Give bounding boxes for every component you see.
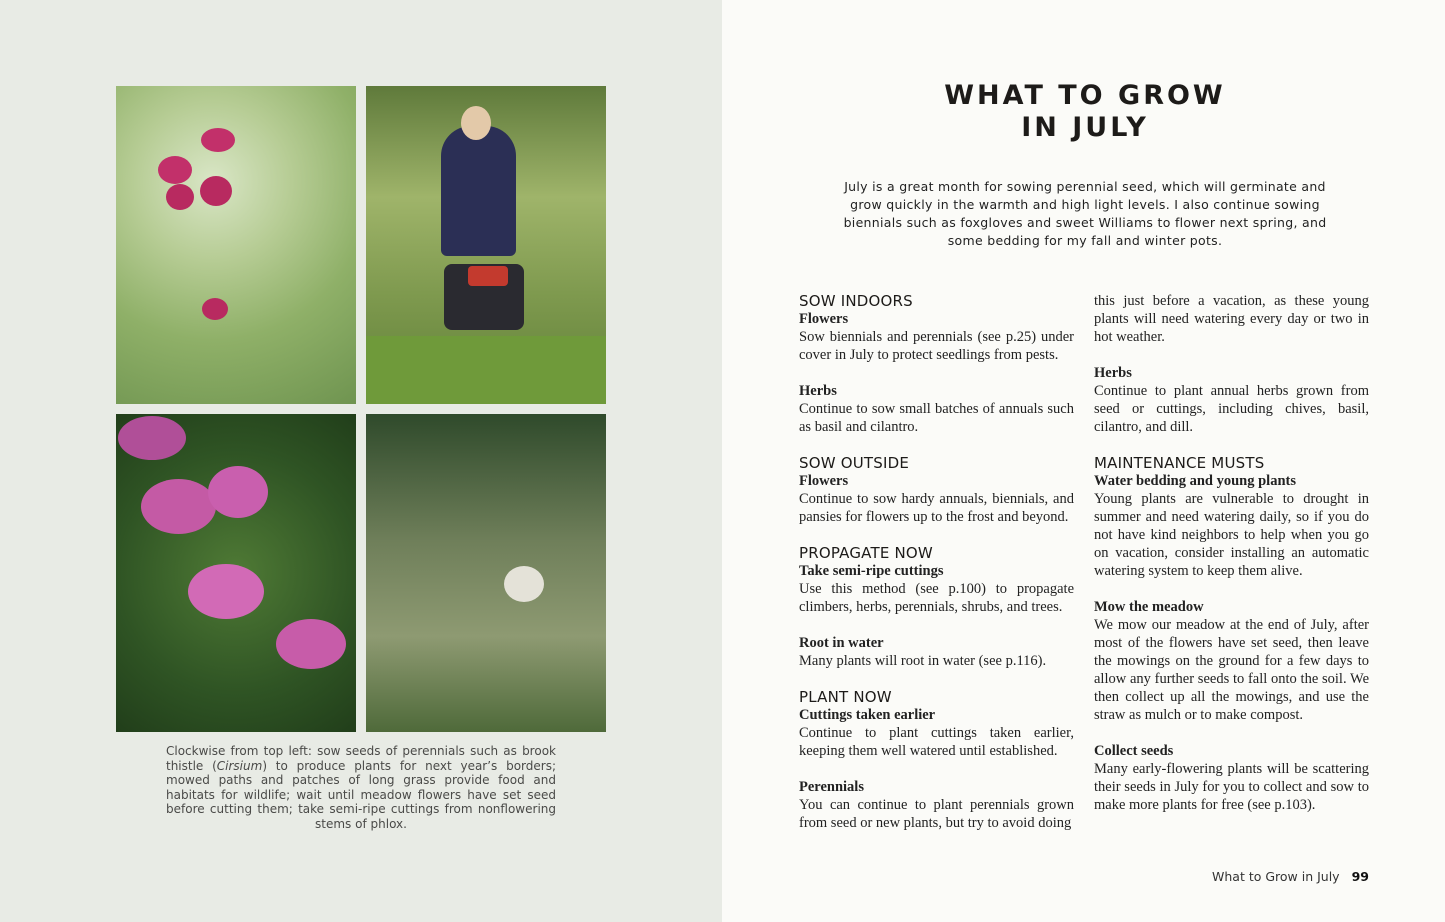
photo-mowing-meadow	[366, 86, 606, 404]
left-page	[0, 0, 722, 922]
paragraph: Young plants are vulnerable to drought in summer and need watering daily, so if you do not have kind neighbors to help when you go on vacation, consider installing an automatic watering system to keep them alive.	[1094, 491, 1369, 579]
photo-brook-thistle	[116, 86, 356, 404]
title-line: IN JULY	[1021, 112, 1149, 143]
subheading: Cuttings taken earlier	[799, 707, 936, 723]
running-footer-title: What to Grow in July	[1212, 869, 1340, 884]
photo-caption	[166, 744, 556, 831]
text-column-2	[1094, 292, 1369, 814]
paragraph: this just before a vacation, as these young plants will need watering every day or two in hot weather.	[1094, 293, 1369, 345]
subheading: Flowers	[799, 473, 849, 489]
paragraph: Continue to plant annual herbs grown from seed or cuttings, including chives, basil, cilantro, and dill.	[1094, 383, 1369, 435]
section-heading: MAINTENANCE MUSTS	[1094, 454, 1265, 472]
subheading: Water bedding and young plants	[1094, 473, 1296, 489]
paragraph: Many early-flowering plants will be scattering their seeds in July for you to collect and sow to make more plants for free (see p.103).	[1094, 761, 1369, 813]
paragraph: We mow our meadow at the end of July, after most of the flowers have set seed, then leave the mowings on the ground for a few days to allow any further seeds to fall onto the soil. We then collect up all the mowings, and use the straw as mulch or to make compost.	[1094, 617, 1369, 723]
subheading: Take semi-ripe cuttings	[799, 563, 944, 579]
page-title	[850, 80, 1320, 144]
caption-text: Clockwise from top left: sow seeds of perennials such as brook thistle (	[166, 744, 556, 773]
section-heading: PROPAGATE NOW	[799, 544, 933, 562]
paragraph: Sow biennials and perennials (see p.25) under cover in July to protect seedlings from pests.	[799, 329, 1074, 363]
page-footer	[1212, 869, 1369, 884]
title-line: WHAT TO GROW	[944, 80, 1226, 111]
paragraph: Use this method (see p.100) to propagate climbers, herbs, perennials, shrubs, and trees.	[799, 581, 1074, 615]
paragraph: Many plants will root in water (see p.116).	[799, 653, 1047, 669]
section-heading: SOW OUTSIDE	[799, 454, 910, 472]
section-heading: SOW INDOORS	[799, 292, 913, 310]
subheading: Herbs	[799, 383, 837, 399]
subheading: Root in water	[799, 635, 884, 651]
caption-text: ) to produce plants for next year’s borders; mowed paths and patches of long grass provide food and habitats for wildlife; wait until meadow flowers have set seed before cutting them; take semi-ripe cuttings from nonflowering stems of phlox.	[166, 758, 556, 831]
paragraph: You can continue to plant perennials grown from seed or new plants, but try to avoid doing	[799, 797, 1074, 831]
subheading: Perennials	[799, 779, 864, 795]
paragraph: Continue to plant cuttings taken earlier, keeping them well watered until established.	[799, 725, 1074, 759]
intro-paragraph: July is a great month for sowing perennial seed, which will germinate and grow quickly in the warmth and high light levels. I also continue sowing biennials such as foxgloves and sweet Williams to flower next spring, and some bedding for my fall and winter pots.	[843, 179, 1327, 248]
paragraph: Continue to sow hardy annuals, biennials, and pansies for flowers up to the frost and beyond.	[799, 491, 1074, 525]
subheading: Flowers	[799, 311, 849, 327]
paragraph: Continue to sow small batches of annuals such as basil and cilantro.	[799, 401, 1074, 435]
text-column-1	[799, 292, 1074, 832]
subheading: Collect seeds	[1094, 743, 1174, 759]
photo-phlox	[116, 414, 356, 732]
subheading: Herbs	[1094, 365, 1132, 381]
caption-italic: Cirsium	[216, 758, 263, 773]
section-heading: PLANT NOW	[799, 688, 892, 706]
photo-meadow-grasses	[366, 414, 606, 732]
page-number: 99	[1351, 869, 1369, 884]
subheading: Mow the meadow	[1094, 599, 1204, 615]
